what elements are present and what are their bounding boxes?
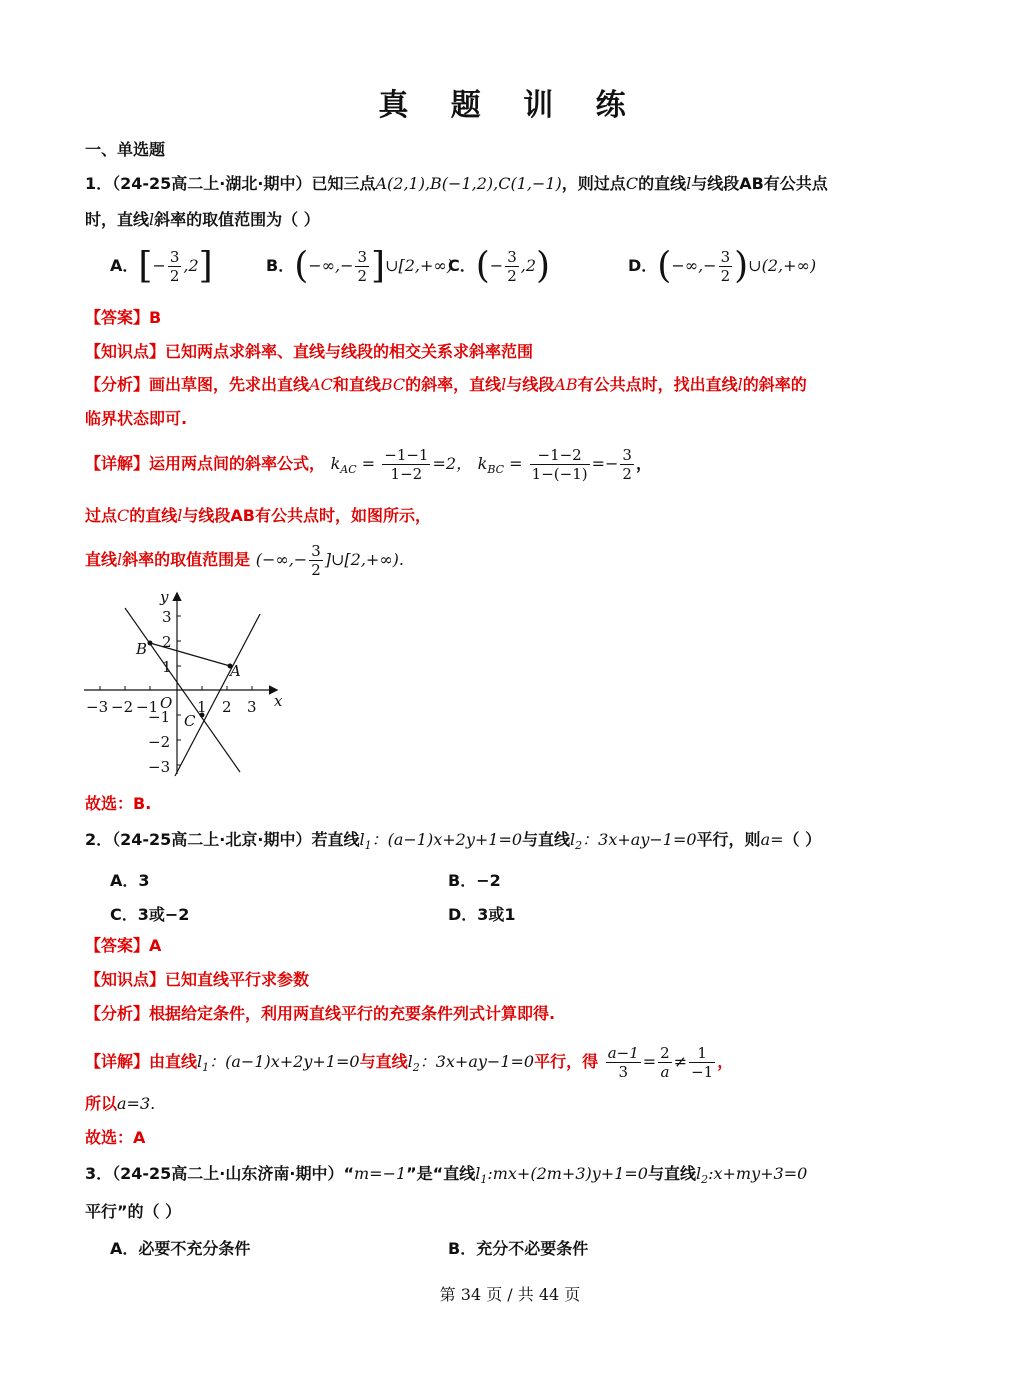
q2-option-b: B．−2 [448, 871, 501, 890]
line-ac [175, 614, 260, 776]
section-heading: 一、单选题 [85, 140, 166, 159]
x-axis-label: x [274, 692, 283, 710]
q3-stem-line1: 3．（24-25高二上·山东济南·期中）“m=−1”是“直线$l_1:mx+(2m+3)y+1=0$与直线$l_2:x+my+3=0$ [85, 1164, 808, 1187]
x-tick-label: 3 [247, 698, 257, 716]
q2-knowledge: 【知识点】已知直线平行求参数 [85, 970, 310, 989]
q1-option-a: A．[− $\frac{3}{2}$ ,2] [110, 245, 213, 287]
q1-through-statement: 过点C的直线l与线段AB有公共点时，如图所示， [85, 506, 432, 525]
point-b-label: B [136, 640, 148, 658]
x-tick-label: 1 [197, 698, 207, 716]
x-tick-label: 2 [222, 698, 232, 716]
y-tick-label: 1 [162, 658, 172, 676]
q1-range-statement: 直线l斜率的取值范围是 (−∞,− $\frac{3}{2}$ ]∪[2,+∞). [85, 542, 404, 579]
q1-stem-line2: 时，直线l斜率的取值范围为（ ） [85, 210, 320, 229]
q3-option-b: B．充分不必要条件 [448, 1239, 589, 1258]
y-tick-label: 3 [162, 608, 172, 626]
q1-option-d: D．(−∞,− $\frac{3}{2}$ )∪(2,+∞) [628, 245, 817, 287]
x-tick-label: −3 [86, 698, 109, 716]
q2-conclusion: 故选：A [85, 1128, 146, 1147]
q2-answer: 【答案】A [85, 936, 162, 955]
page-title: 真 题 训 练 [378, 88, 642, 123]
q2-result: 所以a=3. [85, 1094, 156, 1113]
y-tick-label: −1 [148, 708, 171, 726]
x-tick-label: −1 [136, 698, 159, 716]
y-tick-label: −3 [148, 758, 171, 776]
q2-option-d: D．3或1 [448, 905, 516, 924]
q1-detail: 【详解】运用两点间的斜率公式， $k_{AC}$ = $\frac{-1-1}{1-2}$ =2， $k_{BC}$ = $\frac{-1-2}{1-(-1)}$ =− $\frac{3}{2}$ ， [85, 446, 652, 483]
y-tick-label: 2 [162, 633, 172, 651]
page-footer: 第 34 页 / 共 44 页 [439, 1285, 581, 1304]
point-c-label: C [184, 712, 196, 730]
q1-option-c: C．(− $\frac{3}{2}$ ,2) [448, 245, 551, 287]
point-b-marker [148, 641, 153, 646]
q1-option-b: B．(−∞,− $\frac{3}{2}$ ]∪[2,+∞) [266, 245, 453, 287]
q2-detail: 【详解】由直线$l_1$：(a−1)x+2y+1=0与直线$l_2$：3x+ay−1=0平行，得 $\frac{a-1}{3}$ = $\frac{2}{a}$ ≠ $\frac{1}{-1}$ ， [85, 1044, 734, 1081]
q3-option-a: A．必要不充分条件 [110, 1239, 251, 1258]
q2-stem: 2．（24-25高二上·北京·期中）若直线$l_1$：(a−1)x+2y+1=0与直线$l_2$：3x+ay−1=0平行，则a=（ ） [85, 830, 822, 853]
x-tick-label: −2 [111, 698, 134, 716]
q3-stem-line2: 平行”的（ ） [85, 1202, 182, 1221]
q2-option-a: A．3 [110, 871, 150, 890]
q2-analysis: 【分析】根据给定条件，利用两直线平行的充要条件列式计算即得. [85, 1004, 556, 1023]
q1-analysis-line1: 【分析】画出草图，先求出直线AC和直线BC的斜率，直线l与线段AB有公共点时，找出直线l的斜率的 [85, 375, 807, 394]
origin-label: O [160, 694, 173, 712]
q2-option-c: C．3或−2 [110, 905, 190, 924]
y-axis-label: y [160, 588, 169, 606]
q1-analysis-line2: 临界状态即可. [85, 409, 188, 428]
q1-stem-line1: 1．（24-25高二上·湖北·期中）已知三点A(2,1),B(−1,2),C(1,−1)，则过点C的直线l与线段AB有公共点 [85, 174, 828, 193]
q1-answer: 【答案】B [85, 308, 162, 327]
q1-knowledge: 【知识点】已知两点求斜率、直线与线段的相交关系求斜率范围 [85, 342, 534, 361]
y-tick-label: −2 [148, 733, 171, 751]
point-a-label: A [230, 662, 241, 680]
q1-conclusion: 故选：B. [85, 794, 152, 813]
q1-coordinate-graph [80, 588, 290, 780]
